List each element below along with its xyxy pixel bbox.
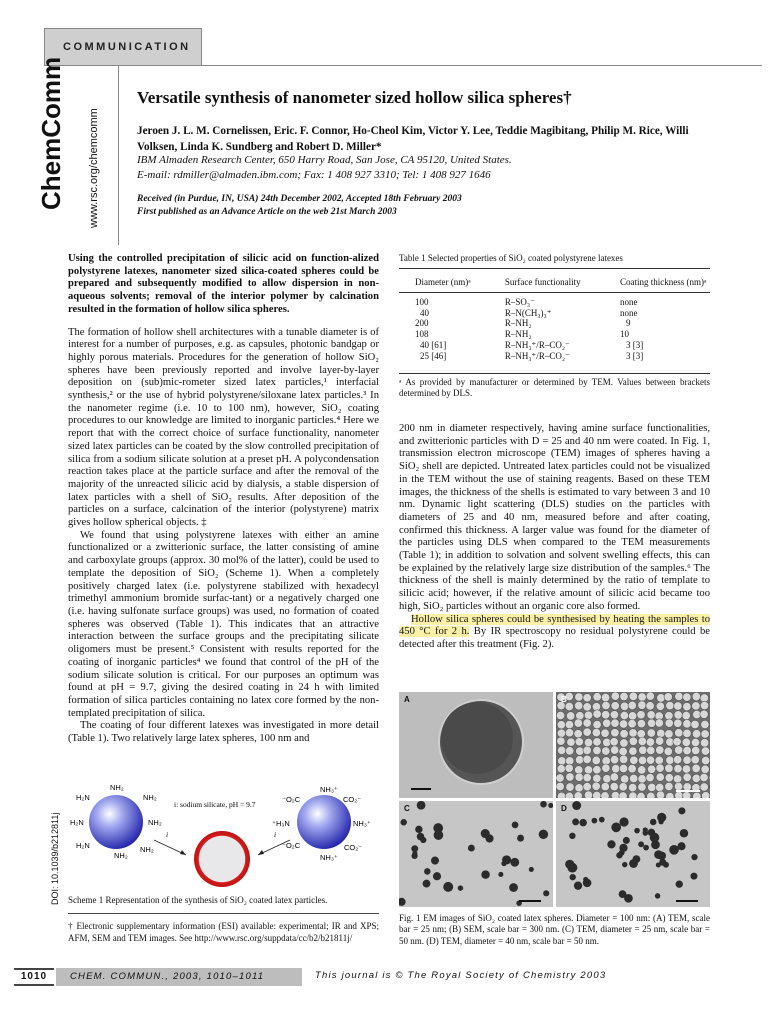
table-cell: 40 [61] <box>420 339 447 350</box>
left-column <box>68 253 379 746</box>
table-row <box>399 340 710 351</box>
surface-group: ⁻O₂C <box>282 841 301 850</box>
paragraph: We found that using polystyrene latexes with either an amine functionalized or a zwitterionic surface, the latter consisting of amine and carboxylate groups (approx. 30 mol% of the latter), could be used to template the deposition of SiO₂ (Scheme 1). When a completely positively charged latex (i.e. polystyrene stabilized with hexadecyl trimethyl ammonium bromide surfac-tant) or a negatively charged one (i.e. having sulfonate surface groups) was used, no formation of coated spheres was observed (Table 1). This indicates that an attractive interaction between the surface groups and the precipitating silicate oligomers must be present.⁵ Consistent with results reported for the coating of inorganic particles⁴ we found that control of the pH of the sodium silicate solution is critical. For our purposes an optimum was found at pH = 9.7, giving the desired coating in 24 h with limited formation of silica particles containing no latex core formed by the non-templated precipitation of silica. <box>68 529 379 719</box>
column-header: Diameter (nm)ᵃ <box>415 277 471 287</box>
logo-part-chem: Chem <box>36 137 66 210</box>
amine-latex-particle <box>70 783 162 860</box>
received-line: Received (in Purdue, IN, USA) 24th December 2002, Accepted 18th February 2003 <box>137 194 462 204</box>
surface-group: NH₂ <box>140 845 154 854</box>
table-cell: 25 [46] <box>420 350 447 361</box>
surface-group: ⁻O₂C <box>282 795 301 804</box>
reaction-condition: i: sodium silicate, pH = 9.7 <box>174 800 256 809</box>
panel-c <box>399 801 553 907</box>
footnote-rule <box>68 913 379 914</box>
table-caption: Table 1 Selected properties of SiO₂ coated polystyrene latexes <box>399 253 623 263</box>
column-header: Surface functionality <box>504 277 581 287</box>
surface-group: NH₃⁺ <box>320 853 338 862</box>
table-row <box>399 318 710 329</box>
arrowhead <box>258 850 264 855</box>
table-cell: 10 <box>620 329 629 340</box>
table-rule-bottom <box>399 373 710 374</box>
table-cell: R–NH₂ <box>504 318 532 329</box>
surface-group: H₂N <box>76 841 90 850</box>
panel-label: C <box>404 804 410 813</box>
right-column <box>399 423 710 652</box>
affiliation-address: IBM Almaden Research Center, 650 Harry Road, San Jose, CA 95120, United States. <box>137 154 512 166</box>
paragraph: The coating of four different latexes was investigated in more detail (Table 1). Two relatively large latex spheres, 100 nm and <box>68 720 379 745</box>
surface-group: ⁺H₃N <box>272 819 290 828</box>
surface-group: H₂N <box>76 793 90 802</box>
section-label: COMMUNICATION <box>63 41 191 53</box>
affiliation-contact: E-mail: rdmiller@almaden.ibm.com; Fax: 1 408 927 3310; Tel: 1 408 927 1646 <box>137 169 491 181</box>
copyright-line: This journal is © The Royal Society of Chemistry 2003 <box>315 970 607 981</box>
table-row <box>399 329 710 340</box>
table-row <box>399 308 710 319</box>
table-cell: R–N(CH₃)₃⁺ <box>504 307 552 318</box>
table-cell: 3 [3] <box>626 350 644 361</box>
paragraph: 200 nm in diameter respectively, having amine surface functionalities, and zwitterionic particles with D = 25 and 40 nm were coated. In Fig. 1, transmission electron microscope (TEM) images of spheres having a SiO₂ shell are depicted. Untreated latex particles could not be visualized in the TEM without the use of staining reagents. Based on these TEM images, the thickness of the shells is estimated to vary between 3 and 10 nm. Dynamic light scattering (DLS) studies on the particles with diameters of 25 and 40 nm, measured before and after coating, confirmed this thickness. A larger value was found for the diameter of the particles using DLS when compared to the TEM measurements (Table 1); in addition to solvation and solvent swelling effects, this can be explained by the relatively large size distribution of the samples.⁶ The thickness of the shell is mainly determined by the ratio of template to silicic acid; however, if the relative amount of silicic acid became too high, SiO₂ particles without an organic core also formed. <box>399 423 710 612</box>
scheme-1 <box>68 780 379 890</box>
panel-label: B <box>561 695 567 704</box>
journal-citation: CHEM. COMMUN., 2003, 1010–1011 <box>56 968 302 986</box>
table-cell: 108 <box>415 329 429 340</box>
surface-group: NH₃⁺ <box>353 819 371 828</box>
arrow-label: i <box>166 830 169 839</box>
table-cell: 9 <box>626 318 631 329</box>
latex-sphere <box>89 795 143 849</box>
sentence: By IR spectroscopy no residual polystyrene could be detected after this treatment (Fig. 2). <box>399 626 710 650</box>
brand-divider <box>118 65 119 245</box>
surface-group: CO₂⁻ <box>343 795 362 804</box>
figure-caption: Fig. 1 EM images of SiO₂ coated latex spheres. Diameter = 100 nm: (A) TEM, scale bar = 25 nm; (B) SEM, scale bar = 300 nm. (C) TEM, diameter = 25 nm, scale bar = 50 nm. (D) TEM, diameter = 40 nm, scale bar = 50 nm. <box>399 913 710 946</box>
page-number: 1010 <box>14 968 54 986</box>
table-cell: R–NH₃⁺/R–CO₂⁻ <box>504 350 570 361</box>
doi: DOI: 10.1039/b212811j <box>50 812 60 905</box>
table-cell: R–NH₃⁺/R–CO₂⁻ <box>504 339 570 350</box>
affiliation <box>137 153 715 183</box>
tem-image-c <box>399 801 553 907</box>
panel-label: D <box>561 804 567 813</box>
panel-d <box>556 801 710 907</box>
esi-footnote: † Electronic supplementary information (ESI) available: experimental; IR and XPS; AFM, SEM and TEM images. See http://www.rsc.org/suppdata/cc/b2/b21811j/ <box>68 921 379 943</box>
table-cell: none <box>620 296 638 307</box>
abstract: Using the controlled precipitation of silicic acid on function-alized polystyrene latexes, nanometer sized silica-coated spheres could be prepared and subsequently modified to allow dispersion in non-aqueous solvents; removal of the interior polymer by calcination resulted in the formation of hollow silica spheres. <box>68 253 379 315</box>
table-1 <box>399 277 710 362</box>
published-line: First published as an Advance Article on the web 21st March 2003 <box>137 207 397 217</box>
table-cell: R–SO₃⁻ <box>504 296 535 307</box>
table-header-row <box>399 277 710 288</box>
table-cell: 40 <box>420 307 429 318</box>
surface-group: NH₂ <box>110 783 124 792</box>
table-cell: 100 <box>415 296 429 307</box>
header-rule <box>202 65 762 66</box>
sem-image-b <box>556 692 710 798</box>
arrow-label: i <box>274 830 277 839</box>
table-cell: R–NH₂ <box>504 329 532 340</box>
table-rule-top <box>399 268 710 269</box>
column-header: Coating thickness (nm)ᵃ <box>620 277 707 287</box>
paragraph <box>399 614 710 652</box>
surface-group: NH₂ <box>148 818 162 827</box>
panel-b <box>556 692 710 798</box>
table-row <box>399 297 710 308</box>
logo-part-comm: Comm <box>36 56 66 138</box>
journal-url: www.rsc.org/chemcomm <box>88 108 100 228</box>
publication-history <box>137 193 715 219</box>
section-tab <box>44 28 202 66</box>
article-title: Versatile synthesis of nanometer sized hollow silica spheres† <box>137 88 572 107</box>
figure-1 <box>399 692 710 908</box>
table-cell: 200 <box>415 318 429 329</box>
panel-a <box>399 692 553 798</box>
table-row <box>399 351 710 362</box>
zwitterionic-latex-particle <box>272 785 371 862</box>
author-list: Jeroen J. L. M. Cornelissen, Eric. F. Connor, Ho-Cheol Kim, Victor Y. Lee, Teddie Magibitang, Philip M. Rice, Willi Volksen, Linda K. Sundberg and Robert D. Miller* <box>137 125 689 153</box>
table-cell: none <box>620 307 638 318</box>
silica-coated-sphere <box>194 831 250 887</box>
surface-group: NH₂ <box>114 851 128 860</box>
surface-group: CO₂⁻ <box>344 843 363 852</box>
journal-logo <box>36 57 67 210</box>
surface-group: H₂N <box>70 818 84 827</box>
scheme-caption: Scheme 1 Representation of the synthesis of SiO₂ coated latex particles. <box>68 895 328 905</box>
paragraph: The formation of hollow shell architectures with a tunable diameter is of interest for a number of purposes, e.g. as capsules, photonic bandgap or highly porous materials. Procedures for the generation of hollow SiO₂ spheres have been previously reported and involve layer-by-layer deposition on (sub)mic-rometer sized latex particles,¹ interfacial synthesis,² or the use of hybrid polystyrene/siloxane latex particles.³ In the nanometer regime (i.e. 10 to 100 nm), however, SiO₂ coating procedures to our knowledge are limited to inorganic particles.⁴ Here we report that with the correct choice of surface functionality, nanometer sized latex particles can be coated by the slow controlled precipitation of silica from a sodium silicate solution at a preset pH. A polycondensation reaction takes place at the particle surface and after the removal of the majority of the unreacted silicic acid by dialysis, a stable dispersion of latex particles with a shell of SiO₂ results. After deposition of the particles on a surface, calcination of the interior (polystyrene) matrix gives hollow spherical objects. ‡ <box>68 326 379 529</box>
panel-label: A <box>404 695 410 704</box>
tem-image-a <box>399 692 553 798</box>
highlighted-sentence: Hollow silica spheres could be synthesised by heating the samples to 450 °C for 2 h. <box>399 613 710 638</box>
arrowhead <box>180 850 186 855</box>
surface-group: NH₂ <box>143 793 157 802</box>
table-cell: 3 [3] <box>626 339 644 350</box>
table-footnote: ᵃ As provided by manufacturer or determined by TEM. Values between brackets determined by DLS. <box>399 377 710 398</box>
tem-image-d <box>556 801 710 907</box>
surface-group: NH₃⁺ <box>320 785 338 794</box>
